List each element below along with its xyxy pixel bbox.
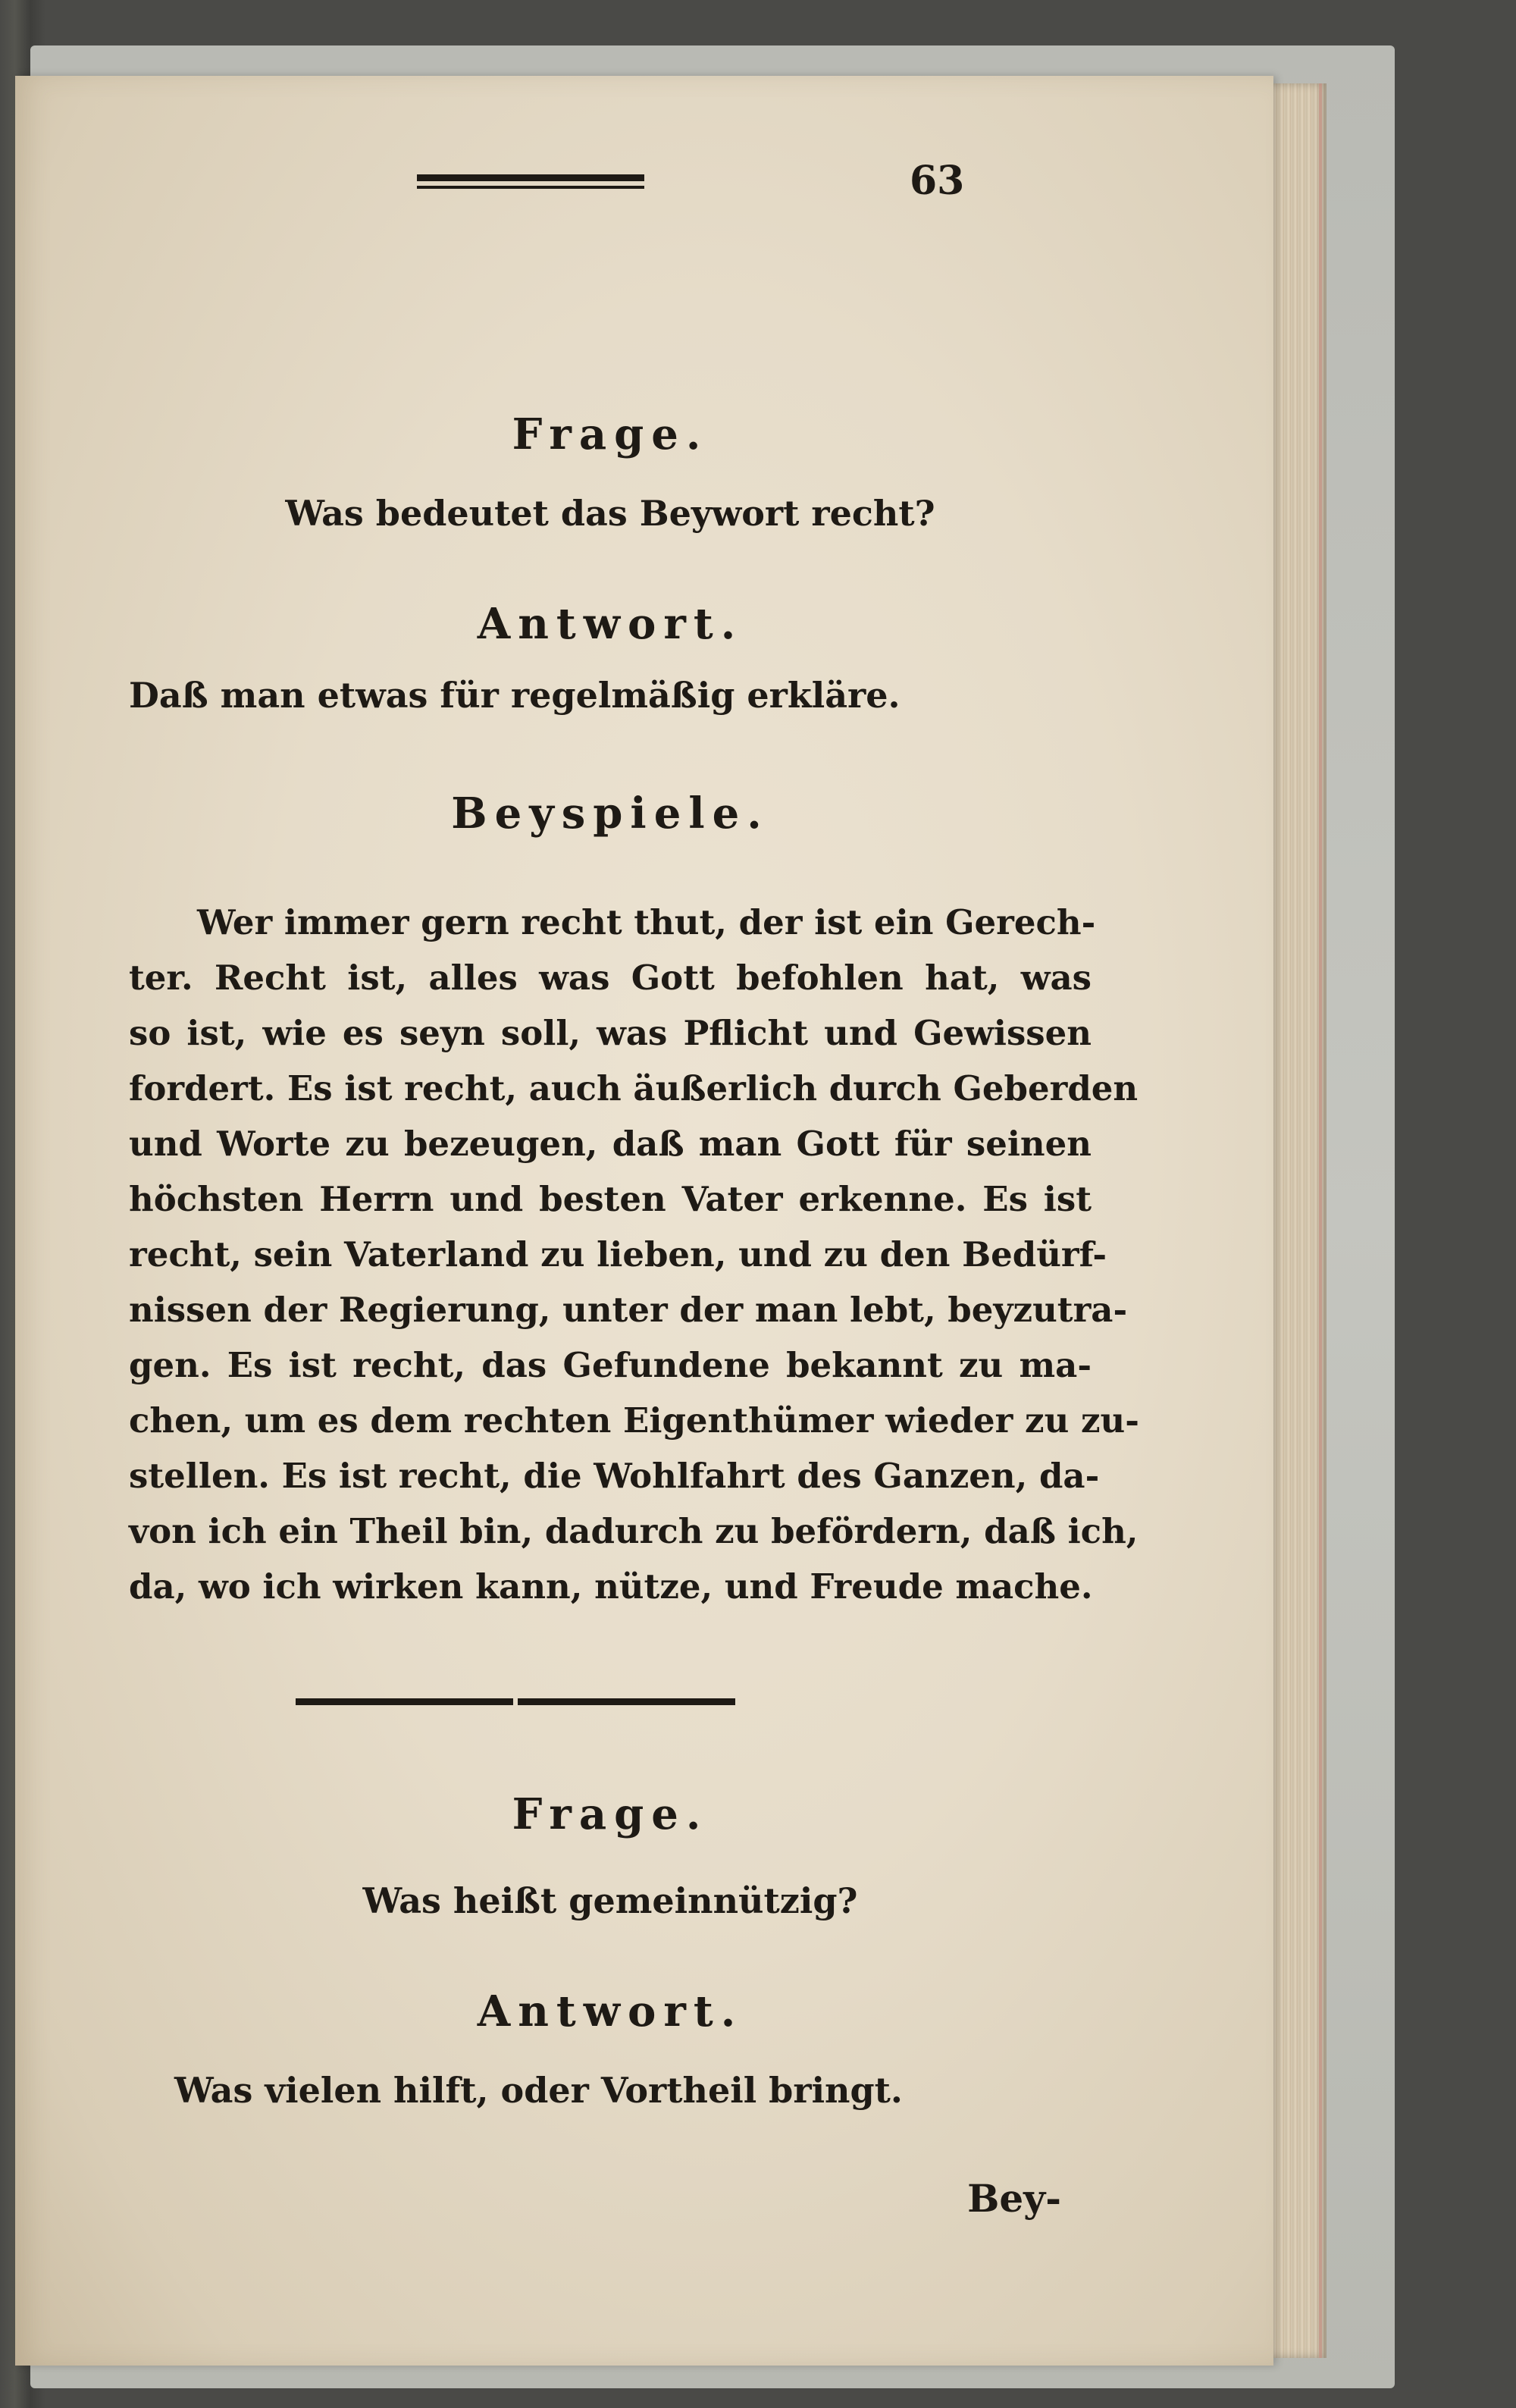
question-text: Was bedeutet das Beywort recht? <box>285 493 935 534</box>
question-heading-2: Frage. <box>512 1789 709 1839</box>
paragraph-line: ter. Recht ist, alles was Gott befohlen hat, was <box>129 958 1092 998</box>
answer-text: Daß man etwas für regelmäßig erkläre. <box>129 675 901 716</box>
paragraph-line: stellen. Es ist recht, die Wohlfahrt des Ganzen, da- <box>129 1456 1100 1496</box>
section-separator <box>296 1698 735 1706</box>
book-page <box>15 76 1273 2366</box>
paragraph-line: höchsten Herrn und besten Vater erkenne. Es ist <box>129 1179 1092 1219</box>
question-text-2: Was heißt gemeinnützig? <box>362 1880 858 1921</box>
paragraph-line: von ich ein Theil bin, dadurch zu befördern, daß ich, <box>129 1511 1139 1551</box>
paragraph-line: so ist, wie es seyn soll, was Pflicht und Gewissen <box>129 1013 1092 1053</box>
examples-paragraph <box>129 895 1139 1614</box>
paragraph-line: gen. Es ist recht, das Gefundene bekannt zu ma- <box>129 1345 1092 1385</box>
paragraph-line: da, wo ich wirken kann, nütze, und Freude mache. <box>129 1566 1093 1607</box>
paragraph-line: Wer immer gern recht thut, der ist ein Gerech- <box>197 902 1096 942</box>
answer-heading-2: Antwort. <box>477 1986 744 2036</box>
page-number: 63 <box>910 158 965 204</box>
paragraph-line: und Worte zu bezeugen, daß man Gott für seinen <box>129 1124 1092 1164</box>
paragraph-line: nissen der Regierung, unter der man lebt, beyzutra- <box>129 1290 1128 1330</box>
paragraph-line: chen, um es dem rechten Eigenthümer wieder zu zu- <box>129 1400 1139 1441</box>
answer-text-2: Was vielen hilft, oder Vortheil bringt. <box>174 2070 903 2111</box>
paragraph-line: fordert. Es ist recht, auch äußerlich durch Geberden <box>129 1068 1139 1108</box>
question-heading: Frage. <box>512 409 709 459</box>
examples-heading: Beyspiele. <box>451 789 769 839</box>
answer-heading: Antwort. <box>477 599 744 649</box>
paragraph-line: recht, sein Vaterland zu lieben, und zu den Bedürf- <box>129 1234 1107 1275</box>
catchword: Bey- <box>967 2176 1061 2221</box>
header-rule <box>417 174 644 191</box>
